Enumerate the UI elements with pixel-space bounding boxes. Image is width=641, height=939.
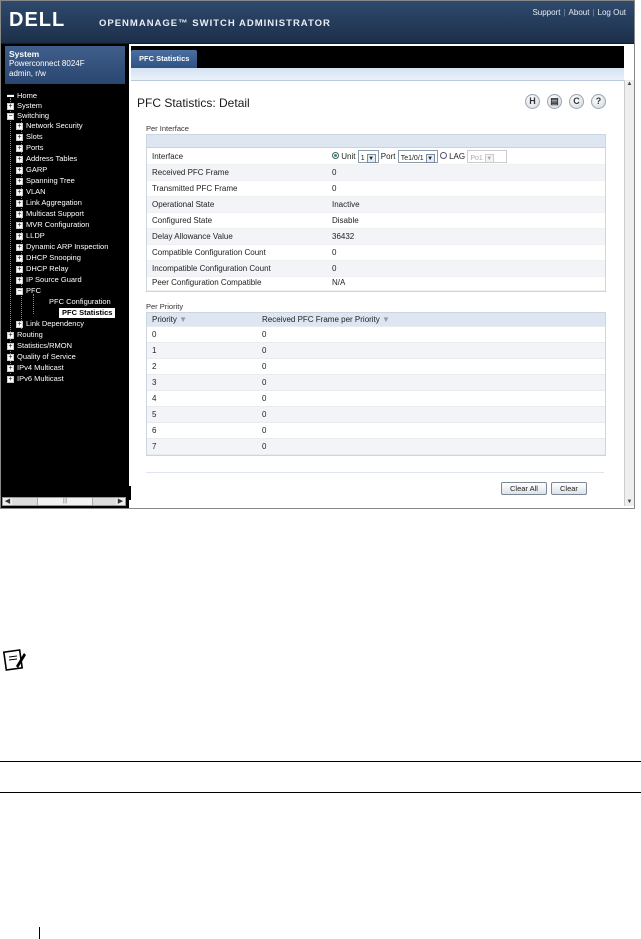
- support-link[interactable]: Support: [532, 8, 561, 17]
- tree-label: LLDP: [26, 231, 45, 240]
- priority-cell: 1: [152, 346, 157, 355]
- tree-item-mvr-configuration[interactable]: [18, 220, 89, 230]
- interface-label: Interface: [152, 152, 184, 161]
- expand-icon[interactable]: +: [17, 166, 22, 174]
- nav-horizontal-scrollbar[interactable]: [2, 497, 126, 506]
- tree-item-ip-source-guard[interactable]: [18, 275, 82, 285]
- tree-item-multicast-support[interactable]: [18, 209, 84, 219]
- value-cell: 0: [262, 346, 267, 355]
- expand-icon[interactable]: +: [8, 364, 13, 372]
- priority-cell: 5: [152, 410, 157, 419]
- unit-select[interactable]: [358, 150, 379, 163]
- row-label: Configured State: [152, 216, 213, 225]
- column-header-received[interactable]: [262, 313, 390, 326]
- page-title: PFC Statistics: Detail: [137, 96, 250, 110]
- priority-cell: 3: [152, 378, 157, 387]
- refresh-icon[interactable]: C: [569, 94, 584, 109]
- tree-item-address-tables[interactable]: [18, 154, 77, 164]
- port-select[interactable]: [398, 150, 438, 163]
- tree-label: Ports: [26, 143, 44, 152]
- divider: [146, 472, 604, 473]
- tree-item-quality-of-service[interactable]: [7, 352, 76, 362]
- expand-icon[interactable]: +: [17, 232, 22, 240]
- link-separator: |: [563, 8, 566, 17]
- tree-item-slots[interactable]: [18, 132, 43, 142]
- row-label: Transmitted PFC Frame: [152, 184, 238, 193]
- tree-label: Statistics/RMON: [17, 341, 73, 350]
- value-cell: 0: [262, 426, 267, 435]
- tree-label: MVR Configuration: [26, 220, 90, 229]
- row-label: Incompatible Configuration Count: [152, 264, 271, 273]
- system-info-box: [5, 46, 125, 84]
- tree-item-pfc-statistics[interactable]: [59, 308, 115, 318]
- row-label: Peer Configuration Compatible: [152, 278, 262, 287]
- tree-item-link-aggregation[interactable]: [18, 198, 82, 208]
- tab-bar: [131, 46, 624, 68]
- chevron-down-icon: ▼: [368, 156, 375, 163]
- expand-icon[interactable]: +: [8, 375, 13, 383]
- scroll-left-icon[interactable]: ◀: [4, 498, 11, 505]
- tree-item-dhcp-snooping[interactable]: [18, 253, 81, 263]
- margin-mark: [39, 927, 40, 939]
- tree-label: Link Aggregation: [26, 198, 82, 207]
- column-label: Priority: [152, 315, 177, 324]
- scroll-up-icon[interactable]: ▲: [626, 81, 633, 87]
- tab-pfc-statistics[interactable]: PFC Statistics: [131, 50, 197, 68]
- tree-line: [33, 294, 34, 314]
- tree-label: Routing: [17, 330, 43, 339]
- link-separator: |: [592, 8, 595, 17]
- value-cell: 0: [262, 378, 267, 387]
- tree-item-ipv6-multicast[interactable]: [7, 374, 64, 384]
- table-row: [147, 181, 605, 197]
- system-label: System: [9, 49, 40, 59]
- tree-item-ports[interactable]: [18, 143, 44, 153]
- scroll-right-icon[interactable]: ▶: [117, 498, 124, 505]
- tree-label: PFC: [26, 286, 41, 295]
- tree-item-network-security[interactable]: [18, 121, 83, 131]
- tree-label: Address Tables: [26, 154, 78, 163]
- lag-select[interactable]: [467, 150, 507, 163]
- main-content: [131, 44, 634, 508]
- unit-label: Unit: [341, 152, 356, 161]
- dell-logo: DELL: [9, 9, 66, 31]
- interface-row: [147, 149, 605, 165]
- expand-icon[interactable]: +: [8, 331, 13, 339]
- expand-icon[interactable]: +: [17, 221, 22, 229]
- lag-radio[interactable]: [440, 152, 447, 159]
- table-row: [147, 439, 605, 455]
- per-priority-title: Per Priority: [146, 302, 184, 311]
- priority-cell: 2: [152, 362, 157, 371]
- expand-icon[interactable]: +: [17, 199, 22, 207]
- tree-item-switching[interactable]: [7, 111, 49, 121]
- row-value: Disable: [332, 216, 359, 225]
- per-priority-table: [146, 312, 606, 456]
- help-icon[interactable]: ?: [591, 94, 606, 109]
- value-cell: 0: [262, 362, 267, 371]
- table-row: [147, 327, 605, 343]
- tree-item-dhcp-relay[interactable]: [18, 264, 68, 274]
- home-icon: ▬: [7, 91, 14, 99]
- tree-item-statistics-rmon[interactable]: [7, 341, 72, 351]
- tree-item-system[interactable]: [7, 101, 42, 111]
- tree-label: Quality of Service: [17, 352, 76, 361]
- chevron-down-icon: ▼: [486, 156, 493, 163]
- row-value: 0: [332, 248, 337, 257]
- header-bar: [1, 1, 634, 44]
- value-cell: 0: [262, 442, 267, 451]
- table-row: [147, 229, 605, 245]
- expand-icon[interactable]: +: [17, 276, 22, 284]
- collapse-icon[interactable]: −: [8, 112, 13, 120]
- table-row: [147, 343, 605, 359]
- expand-icon[interactable]: +: [17, 243, 22, 251]
- note-icon: [3, 648, 27, 672]
- divider: [0, 761, 641, 762]
- table-row: [147, 375, 605, 391]
- tab-strip: [131, 68, 624, 81]
- expand-icon[interactable]: +: [17, 188, 22, 196]
- lag-value: Po1: [470, 155, 483, 163]
- logout-link[interactable]: Log Out: [597, 8, 626, 17]
- value-cell: 0: [262, 394, 267, 403]
- tree-label: DHCP Relay: [26, 264, 69, 273]
- tree-item-spanning-tree[interactable]: [18, 176, 75, 186]
- tree-item-link-dependency[interactable]: [18, 319, 84, 329]
- tree-item-garp[interactable]: [18, 165, 47, 175]
- clear-all-button[interactable]: Clear All: [501, 482, 547, 495]
- expand-icon[interactable]: +: [8, 353, 13, 361]
- table-header: [147, 313, 605, 327]
- priority-cell: 6: [152, 426, 157, 435]
- top-links: [532, 8, 626, 17]
- row-label: Delay Allowance Value: [152, 232, 233, 241]
- lag-label: LAG: [449, 152, 466, 161]
- expand-icon[interactable]: +: [17, 210, 22, 218]
- row-value: N/A: [332, 278, 346, 287]
- expand-icon[interactable]: +: [17, 320, 22, 328]
- table-row: [147, 213, 605, 229]
- unit-value: 1: [360, 155, 365, 163]
- table-row: [147, 407, 605, 423]
- app-title: OPENMANAGE™ SWITCH ADMINISTRATOR: [99, 18, 331, 29]
- tree-item-pfc-configuration[interactable]: [49, 297, 111, 307]
- row-value: 36432: [332, 232, 355, 241]
- tree-item-routing[interactable]: [7, 330, 43, 340]
- tree-label: IP Source Guard: [26, 275, 82, 284]
- row-value: 0: [332, 264, 337, 273]
- unit-radio[interactable]: [332, 152, 339, 159]
- expand-icon[interactable]: +: [17, 144, 22, 152]
- sort-icon: ▼: [179, 315, 188, 324]
- tree-label: DHCP Snooping: [26, 253, 81, 262]
- expand-icon[interactable]: +: [17, 133, 22, 141]
- collapse-icon[interactable]: −: [17, 287, 22, 295]
- row-label: Operational State: [152, 200, 215, 209]
- row-value: Inactive: [332, 200, 360, 209]
- save-icon[interactable]: H: [525, 94, 540, 109]
- tree-label: PFC Statistics: [62, 308, 113, 317]
- tree-label: System: [17, 101, 43, 110]
- table-row: [147, 423, 605, 439]
- tree-label: Link Dependency: [26, 319, 84, 328]
- tree-label: Multicast Support: [26, 209, 84, 218]
- system-model: Powerconnect 8024F: [9, 59, 85, 68]
- tree-item-pfc[interactable]: [18, 286, 41, 296]
- tree-label: GARP: [26, 165, 48, 174]
- row-value: 0: [332, 184, 337, 193]
- chevron-down-icon: ▼: [427, 156, 434, 163]
- tree-label: VLAN: [26, 187, 46, 196]
- expand-icon[interactable]: +: [17, 122, 22, 130]
- row-label: Received PFC Frame: [152, 168, 229, 177]
- table-row: [147, 391, 605, 407]
- value-cell: 0: [262, 410, 267, 419]
- expand-icon[interactable]: +: [17, 254, 22, 262]
- divider: [0, 792, 641, 793]
- tree-label: Network Security: [26, 121, 83, 130]
- tree-label: Slots: [26, 132, 43, 141]
- print-icon[interactable]: ▤: [547, 94, 562, 109]
- tree-item-dynamic-arp-inspection[interactable]: [18, 242, 108, 252]
- clear-button[interactable]: Clear: [551, 482, 587, 495]
- tree-item-ipv4-multicast[interactable]: [7, 363, 64, 373]
- per-interface-title: Per Interface: [146, 124, 189, 133]
- port-value: Te1/0/1: [400, 155, 424, 163]
- table-row: [147, 197, 605, 213]
- expand-icon[interactable]: +: [17, 155, 22, 163]
- main-vertical-scrollbar[interactable]: [624, 80, 634, 506]
- per-interface-table: [146, 134, 606, 292]
- row-label: Compatible Configuration Count: [152, 248, 266, 257]
- table-row: [147, 275, 605, 291]
- interface-controls: [332, 149, 507, 164]
- column-header-priority[interactable]: [152, 313, 187, 326]
- port-label: Port: [380, 152, 396, 161]
- sort-icon: ▼: [382, 315, 390, 324]
- priority-cell: 0: [152, 330, 157, 339]
- tree-label: IPv6 Multicast: [17, 374, 64, 383]
- tree-item-vlan[interactable]: [18, 187, 46, 197]
- tree-label: IPv4 Multicast: [17, 363, 64, 372]
- system-user: admin, r/w: [9, 69, 46, 78]
- scroll-down-icon[interactable]: ▼: [626, 499, 633, 505]
- table-header: [147, 135, 605, 148]
- expand-icon[interactable]: +: [17, 177, 22, 185]
- tree-item-home[interactable]: [7, 91, 37, 101]
- tree-label: Dynamic ARP Inspection: [26, 242, 109, 251]
- row-value: 0: [332, 168, 337, 177]
- column-label: Received PFC Frame per Priority: [262, 315, 380, 324]
- priority-cell: 7: [152, 442, 157, 451]
- scroll-thumb[interactable]: |||: [37, 498, 93, 505]
- tree-label: Switching: [17, 111, 50, 120]
- left-nav-panel: [1, 44, 129, 508]
- tree-label: Home: [17, 91, 38, 100]
- expand-icon[interactable]: +: [17, 265, 22, 273]
- about-link[interactable]: About: [568, 8, 590, 17]
- value-cell: 0: [262, 330, 267, 339]
- expand-icon[interactable]: +: [8, 102, 13, 110]
- expand-icon[interactable]: +: [8, 342, 13, 350]
- tree-label: PFC Configuration: [49, 297, 111, 306]
- table-row: [147, 359, 605, 375]
- tree-item-lldp[interactable]: [18, 231, 45, 241]
- table-row: [147, 245, 605, 261]
- priority-cell: 4: [152, 394, 157, 403]
- tree-label: Spanning Tree: [26, 176, 75, 185]
- table-row: [147, 165, 605, 181]
